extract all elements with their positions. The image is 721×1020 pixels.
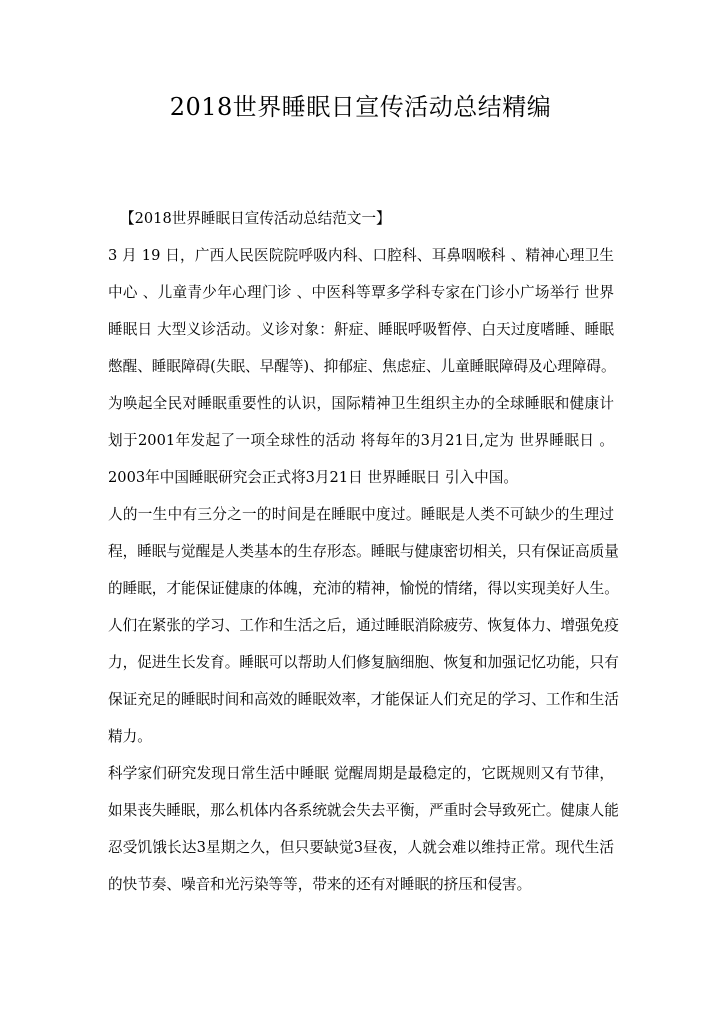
paragraph-line: 睡眠日 大型义诊活动。义诊对象：鼾症、睡眠呼吸暂停、白天过度嗜睡、睡眠 — [108, 321, 614, 338]
paragraph-line: 如果丧失睡眠，那么机体内各系统就会失去平衡，严重时会导致死亡。健康人能 — [108, 802, 619, 819]
page-title: 2018世界睡眠日宣传活动总结精编 — [169, 93, 552, 121]
paragraph-line: 人们在紧张的学习、工作和生活之后，通过睡眠消除疲劳、恢复体力、增强免疫 — [108, 617, 619, 634]
paragraph-line: 保证充足的睡眠时间和高效的睡眠效率，才能保证人们充足的学习、工作和生活 — [108, 691, 619, 708]
section-heading: 【2018世界睡眠日宣传活动总结范文一】 — [120, 210, 391, 227]
paragraph-line: 为唤起全民对睡眠重要性的认识，国际精神卫生组织主办的全球睡眠和健康计 — [108, 395, 614, 412]
paragraph-line: 2003年中国睡眠研究会正式将3月21日 世界睡眠日 引入中国。 — [108, 469, 518, 486]
paragraph-line: 划于2001年发起了一项全球性的活动 将每年的3月21日,定为 世界睡眠日 。 — [108, 432, 614, 449]
paragraph-line: 科学家们研究发现日常生活中睡眠 觉醒周期是最稳定的，它既规则又有节律， — [108, 765, 614, 782]
paragraph-line: 憋醒、睡眠障碍(失眠、早醒等)、抑郁症、焦虑症、儿童睡眠障碍及心理障碍。 — [108, 358, 616, 375]
paragraph-line: 人的一生中有三分之一的时间是在睡眠中度过。睡眠是人类不可缺少的生理过 — [108, 506, 614, 523]
paragraph-line: 3 月 19 日，广西人民医院院呼吸内科、口腔科、耳鼻咽喉科 、精神心理卫生 — [108, 247, 614, 264]
paragraph-line: 力，促进生长发育。睡眠可以帮助人们修复脑细胞、恢复和加强记忆功能，只有 — [108, 654, 619, 671]
document-body — [108, 200, 619, 903]
paragraph-line: 的快节奏、噪音和光污染等等，带来的还有对睡眠的挤压和侵害。 — [108, 876, 532, 893]
paragraph-line: 程，睡眠与觉醒是人类基本的生存形态。睡眠与健康密切相关，只有保证高质量 — [108, 543, 619, 560]
paragraph-line: 的睡眠，才能保证健康的体魄，充沛的精神，愉悦的情绪，得以实现美好人生。 — [108, 580, 619, 597]
paragraph-line: 忍受饥饿长达3星期之久，但只要缺觉3昼夜，人就会难以维持正常。现代生活 — [108, 839, 614, 856]
paragraph-line: 精力。 — [108, 728, 152, 745]
paragraph-line: 中心 、儿童青少年心理门诊 、中医科等覃多学科专家在门诊小广场举行 世界 — [108, 284, 614, 301]
